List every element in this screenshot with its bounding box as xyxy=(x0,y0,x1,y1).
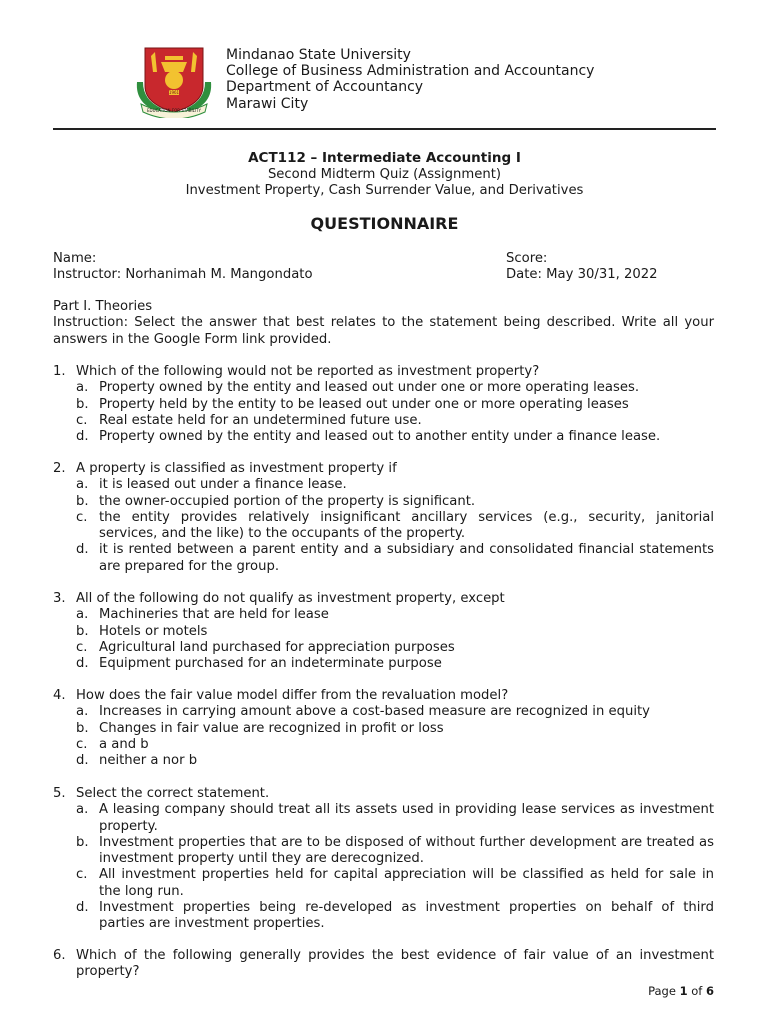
course-title: ACT112 – Intermediate Accounting I xyxy=(248,150,521,166)
option-b xyxy=(53,397,714,413)
question-number: 5. xyxy=(53,786,66,801)
instructor-label: Instructor: Norhanimah M. Mangondato xyxy=(53,267,313,282)
option-letter: b. xyxy=(76,834,89,850)
current-page: 1 xyxy=(679,984,688,998)
option-b xyxy=(53,494,714,510)
option-letter: b. xyxy=(76,623,89,639)
option-text: it is rented between a parent entity and a subsidiary and consolidated financial statements are prepared for the group. xyxy=(99,542,714,574)
header-divider xyxy=(53,128,716,130)
option-text: it is leased out under a finance lease. xyxy=(99,477,347,493)
option-text: Investment properties that are to be disposed of without further development are treated as investment property until they are derecognized. xyxy=(99,834,714,867)
option-text: the owner-occupied portion of the property is significant. xyxy=(99,493,476,509)
option-text: Hotels or motels xyxy=(99,623,208,639)
department-name: Department of Accountancy xyxy=(226,79,424,96)
option-b xyxy=(53,835,714,868)
of-label: of xyxy=(691,984,703,998)
option-a xyxy=(53,380,714,396)
option-letter: b. xyxy=(76,720,89,736)
option-text: Equipment purchased for an indeterminate purpose xyxy=(99,656,442,672)
option-letter: c. xyxy=(76,412,88,428)
option-text: neither a nor b xyxy=(99,753,198,769)
institution-header xyxy=(226,47,594,112)
option-letter: a. xyxy=(76,802,89,818)
question-text: All of the following do not qualify as investment property, except xyxy=(76,591,505,606)
question-1 xyxy=(53,364,714,445)
option-a xyxy=(53,802,714,835)
option-letter: a. xyxy=(76,477,89,493)
option-b xyxy=(53,721,714,737)
university-name: Mindanao State University xyxy=(226,47,411,63)
option-letter: c. xyxy=(76,736,88,752)
option-a xyxy=(53,477,714,493)
option-letter: c. xyxy=(76,639,88,655)
option-c xyxy=(53,640,714,656)
questionnaire-heading: QUESTIONNAIRE xyxy=(310,214,459,233)
quiz-topics: Investment Property, Cash Surrender Value, and Derivatives xyxy=(185,183,584,198)
option-text: the entity provides relatively insignificant ancillary services (e.g., security, janitorial services, and the like) to the occupants of the property. xyxy=(99,509,714,542)
seal-year: 1961 xyxy=(168,90,180,95)
option-text: Investment properties being re-developed as investment properties on behalf of third parties are investment properties. xyxy=(99,900,714,932)
option-d xyxy=(53,656,714,672)
option-c xyxy=(53,510,714,543)
option-c xyxy=(53,413,714,429)
option-letter: d. xyxy=(76,900,89,916)
question-text: A property is classified as investment property if xyxy=(76,461,397,476)
option-letter: c. xyxy=(76,867,88,883)
option-text: a and b xyxy=(99,736,149,752)
option-c xyxy=(53,737,714,753)
option-a xyxy=(53,704,714,720)
question-text: Which of the following would not be reported as investment property? xyxy=(76,364,540,379)
score-field-label: Score: xyxy=(506,251,548,266)
option-letter: c. xyxy=(76,509,88,525)
option-a xyxy=(53,607,714,623)
option-text: All investment properties held for capital appreciation will be classified as held for sale in the long run. xyxy=(99,867,714,899)
option-text: Property held by the entity to be leased out under one or more operating leases xyxy=(99,396,629,412)
question-2 xyxy=(53,461,714,575)
option-d xyxy=(53,900,714,933)
option-text: Changes in fair value are recognized in profit or loss xyxy=(99,720,444,736)
page-label: Page xyxy=(648,984,676,998)
city-name: Marawi City xyxy=(226,95,309,112)
option-letter: d. xyxy=(76,656,89,672)
part-instruction: Instruction: Select the answer that best relates to the statement being described. Write all your answers in the Google Form link provided. xyxy=(53,315,714,347)
option-d xyxy=(53,542,714,575)
total-pages: 6 xyxy=(705,984,714,998)
quiz-subtitle: Second Midterm Quiz (Assignment) xyxy=(267,167,502,182)
option-text: Agricultural land purchased for appreciation purposes xyxy=(99,639,455,655)
page-number xyxy=(648,984,714,998)
question-number: 4. xyxy=(53,688,66,703)
option-letter: a. xyxy=(76,607,89,623)
option-text: Real estate held for an undetermined future use. xyxy=(99,412,422,428)
question-6 xyxy=(53,948,714,981)
seal-motto: EDUCATION FOR STABILITY xyxy=(147,108,201,113)
option-text: Increases in carrying amount above a cost-based measure are recognized in equity xyxy=(99,704,650,720)
option-text: A leasing company should treat all its assets used in providing lease services as investment property. xyxy=(99,802,714,834)
option-letter: b. xyxy=(76,396,89,412)
date-label: Date: May 30/31, 2022 xyxy=(506,267,658,282)
question-number: 3. xyxy=(53,591,66,606)
question-text: Which of the following generally provides the best evidence of fair value of an investment property? xyxy=(76,948,714,980)
question-number: 6. xyxy=(53,948,66,963)
option-text: Property owned by the entity and leased out to another entity under a finance lease. xyxy=(99,429,661,445)
university-seal-logo xyxy=(131,42,217,118)
question-3 xyxy=(53,591,714,672)
question-text: How does the fair value model differ from the revaluation model? xyxy=(76,688,509,703)
option-letter: a. xyxy=(76,380,89,396)
option-d xyxy=(53,429,714,445)
option-b xyxy=(53,624,714,640)
option-text: Machineries that are held for lease xyxy=(99,607,329,623)
option-letter: d. xyxy=(76,542,89,558)
question-4 xyxy=(53,688,714,769)
question-text: Select the correct statement. xyxy=(76,786,270,801)
option-letter: d. xyxy=(76,429,89,445)
college-name: College of Business Administration and Accountancy xyxy=(226,63,595,80)
option-letter: a. xyxy=(76,704,89,720)
option-d xyxy=(53,753,714,769)
question-5 xyxy=(53,786,714,933)
option-text: Property owned by the entity and leased out under one or more operating leases. xyxy=(99,380,640,396)
option-letter: d. xyxy=(76,753,89,769)
question-number: 2. xyxy=(53,461,66,476)
name-field-label: Name: xyxy=(53,251,97,266)
part-section xyxy=(53,299,714,348)
option-c xyxy=(53,867,714,900)
option-letter: b. xyxy=(76,493,89,509)
question-number: 1. xyxy=(53,364,66,379)
part-title: Part I. Theories xyxy=(53,299,153,314)
